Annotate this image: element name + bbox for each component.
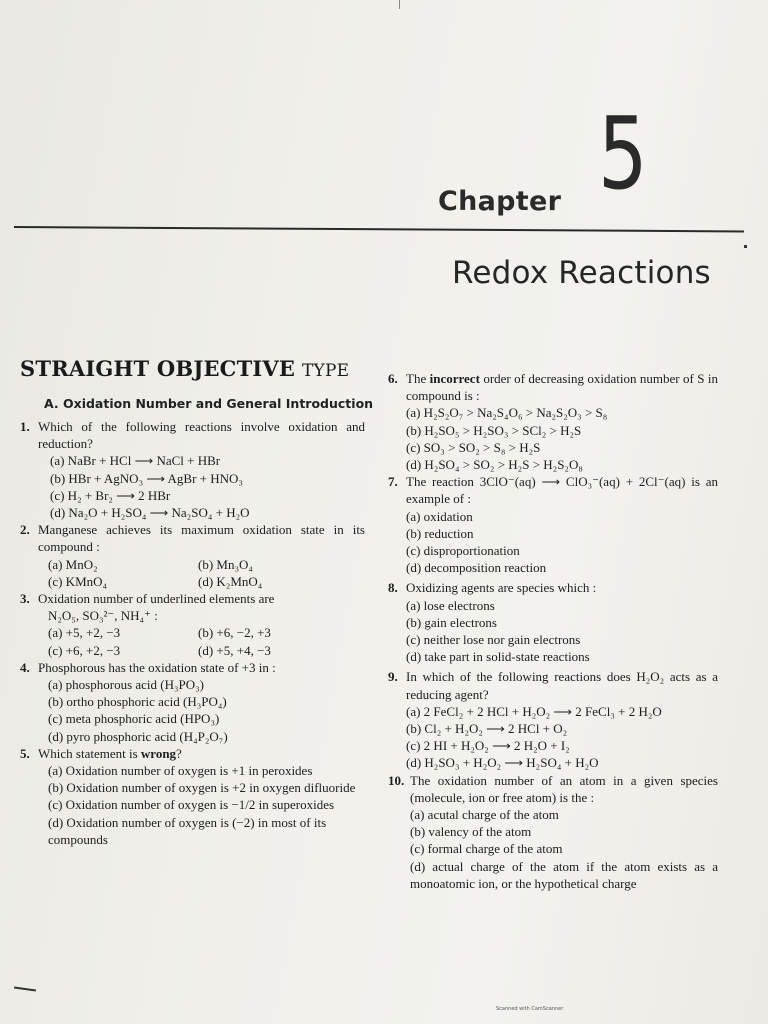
option: (d) H₂SO₃ + H₂O₂ ⟶ H₂SO₄ + H₂O	[406, 755, 599, 771]
option: (a) acutal charge of the atom	[410, 807, 559, 823]
question-number: 7.	[388, 474, 398, 490]
option: (c) 2 HI + H₂O₂ ⟶ 2 H₂O + I₂	[406, 738, 570, 754]
option: (a) MnO₂	[48, 556, 98, 572]
edge-mark	[744, 245, 747, 248]
option: (d) K₂MnO₄	[198, 573, 263, 589]
question-text: In which of the following reactions does H₂O₂ acts as a reducing agent?	[406, 669, 718, 702]
question-text: The reaction 3ClO⁻(aq) ⟶ ClO₃⁻(aq) + 2Cl⁻(aq) is an example of :	[406, 474, 718, 507]
option: (a) lose electrons	[406, 597, 495, 613]
option: (a) 2 FeCl₂ + 2 HCl + H₂O₂ ⟶ 2 FeCl₃ + 2 H₂O	[406, 703, 662, 719]
option: (b) HBr + AgNO₃ ⟶ AgBr + HNO₃	[50, 470, 243, 486]
option: (c) Oxidation number of oxygen is −1/2 in superoxides	[48, 797, 335, 813]
option: (b) gain electrons	[406, 614, 497, 630]
scan-mark	[14, 986, 36, 991]
option: (c) meta phosphoric acid (HPO₃)	[48, 711, 220, 727]
question-7	[388, 473, 718, 507]
option: (a) oxidation	[406, 508, 473, 524]
option: (b) ortho phosphoric acid (H₃PO₄)	[48, 694, 227, 710]
question-text: Phosphorous has the oxidation state of +3 in :	[38, 659, 276, 675]
question-number: 6.	[388, 371, 398, 386]
option: (d) take part in solid-state reactions	[406, 649, 590, 665]
question-6	[388, 370, 718, 404]
question-5	[20, 745, 365, 762]
question-text: Manganese achieves its maximum oxidation state in its compound :	[38, 522, 365, 555]
right-column	[388, 370, 718, 892]
scanner-stamp: Scanned with CamScanner	[496, 1006, 564, 1012]
option: (c) KMnO₄	[48, 573, 108, 589]
option: (d) actual charge of the atom if the atom exists as a monoatomic ion, or the hypothetical charge	[410, 858, 718, 891]
option: (c) formal charge of the atom	[410, 841, 563, 857]
question-1	[20, 418, 365, 452]
chapter-number: 5	[598, 95, 648, 212]
option: (d) Na₂O + H₂SO₄ ⟶ Na₂SO₄ + H₂O	[50, 505, 250, 521]
option-row	[20, 624, 365, 641]
question-3	[20, 590, 365, 607]
question-number: 1.	[20, 419, 30, 434]
option: (b) Oxidation number of oxygen is +2 in oxygen difluoride	[48, 780, 356, 796]
option: (b) +6, −2, +3	[198, 625, 271, 641]
option: (a) H₂S₂O₇ > Na₂S₄O₆ > Na₂S₂O₃ > S₈	[406, 405, 608, 421]
option: (d) decomposition reaction	[406, 560, 547, 576]
question-10	[388, 772, 718, 806]
option: (b) reduction	[406, 525, 474, 541]
question-8	[388, 579, 718, 596]
question-number: 4.	[20, 659, 30, 675]
option: (a) +5, +2, −3	[48, 625, 121, 641]
subsection-title: A. Oxidation Number and General Introduction	[44, 396, 374, 411]
option: (c) SO₃ > SO₂ > S₈ > H₂S	[406, 439, 541, 455]
option: (c) disproportionation	[406, 543, 520, 559]
option-row	[20, 573, 365, 590]
section-title-bold: STRAIGHT OBJECTIVE	[20, 356, 296, 381]
question-text-end: order of decreasing oxidation number of S in compound is :	[406, 371, 718, 404]
option-row	[20, 642, 365, 659]
question-9	[388, 668, 718, 702]
question-number: 8.	[388, 580, 398, 596]
option: (c) +6, +2, −3	[48, 642, 121, 658]
question-emphasis: wrong	[140, 745, 177, 761]
option: (b) valency of the atom	[410, 824, 532, 840]
option: (d) pyro phosphoric acid (H₄P₂O₇)	[48, 728, 228, 744]
question-emphasis: incorrect	[429, 371, 480, 386]
option: (d) Oxidation number of oxygen is (−2) in most of its compounds	[48, 814, 327, 847]
question-number: 10.	[388, 772, 405, 788]
option: (c) neither lose nor gain electrons	[406, 632, 581, 648]
option-row	[20, 556, 365, 573]
question-number: 2.	[20, 522, 30, 538]
header-rule	[14, 226, 744, 232]
scan-mark	[399, 0, 400, 9]
section-title-rest: TYPE	[302, 361, 350, 381]
chapter-label: Chapter	[438, 186, 562, 217]
option: (a) NaBr + HCl ⟶ NaCl + HBr	[50, 453, 221, 469]
question-4	[20, 659, 365, 676]
question-2	[20, 521, 365, 555]
question-text: Oxidation number of underlined elements are	[38, 591, 275, 607]
question-text: The oxidation number of an atom in a given species (molecule, ion or free atom) is the :	[410, 772, 718, 805]
option: (a) Oxidation number of oxygen is +1 in peroxides	[48, 763, 313, 779]
question-text-end: ?	[176, 745, 182, 761]
question-text: Oxidizing agents are species which :	[406, 580, 597, 596]
option: (c) H₂ + Br₂ ⟶ 2 HBr	[50, 487, 171, 503]
chapter-title: Redox Reactions	[452, 255, 711, 291]
question-text: The	[406, 371, 430, 386]
question-number: 5.	[20, 745, 30, 761]
option: (a) phosphorous acid (H₃PO₃)	[48, 677, 205, 693]
option: (d) +5, +4, −3	[198, 642, 271, 658]
question-text: Which statement is	[38, 745, 141, 761]
option: (b) H₂SO₅ > H₂SO₃ > SCl₂ > H₂S	[406, 422, 582, 438]
left-column	[20, 418, 365, 848]
option: (d) H₂SO₄ > SO₂ > H₂S > H₂S₂O₈	[406, 457, 583, 473]
question-number: 3.	[20, 591, 30, 607]
option: (b) Cl₂ + H₂O₂ ⟶ 2 HCl + O₂	[406, 721, 568, 737]
question-number: 9.	[388, 669, 398, 685]
question-text: Which of the following reactions involve oxidation and reduction?	[38, 419, 365, 452]
species-list: N₂O₅, SO₃²⁻, NH₄⁺ :	[48, 608, 158, 624]
option: (b) Mn₃O₄	[198, 556, 253, 572]
section-title	[20, 356, 349, 381]
